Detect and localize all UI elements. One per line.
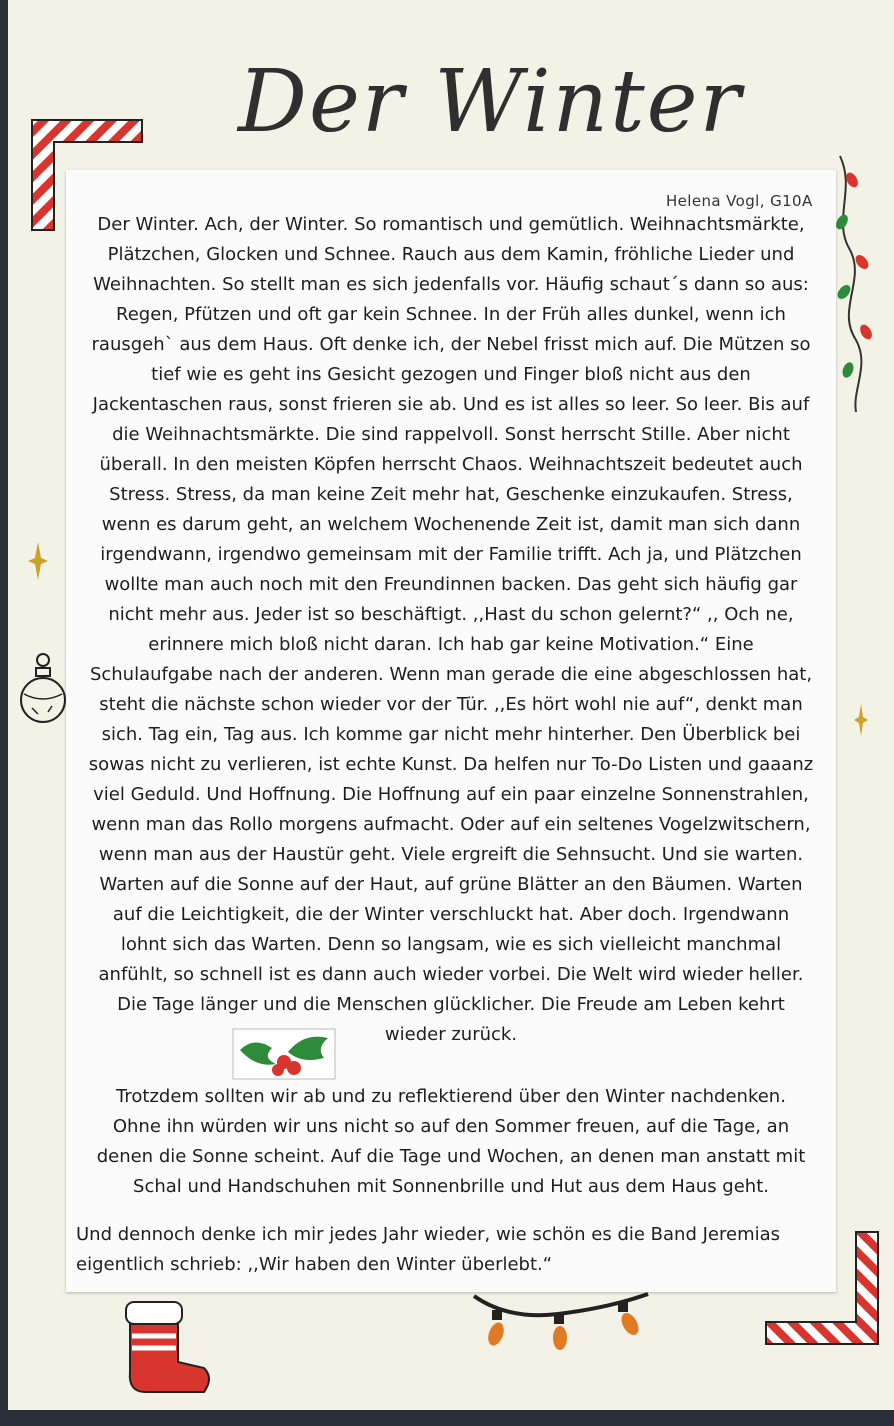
text-line: Und dennoch denke ich mir jedes Jahr wieder, wie schön es die Band Jeremias	[76, 1224, 781, 1245]
text-line: nicht mehr aus. Jeder ist so beschäftigt. ,,Hast du schon gelernt?“ ,, Och ne,	[108, 604, 794, 625]
holly-icon	[232, 1028, 336, 1080]
stocking-icon	[112, 1296, 218, 1402]
text-line: Regen, Pfützen und oft gar kein Schnee. In der Früh alles dunkel, wenn ich	[116, 304, 786, 325]
sparkle-icon	[26, 540, 50, 582]
paragraph-1	[66, 210, 836, 1050]
ornament-icon	[18, 648, 68, 738]
text-line: überall. In den meisten Köpfen herrscht Chaos. Weihnachtszeit bedeutet auch	[99, 454, 803, 475]
text-line: Weihnachten. So stellt man es sich jedenfalls vor. Häufig schaut´s dann so aus:	[93, 274, 809, 295]
light-string-icon	[468, 1288, 658, 1364]
text-line: wollte man auch noch mit den Freundinnen backen. Das geht sich häufig gar	[104, 574, 798, 595]
text-line: rausgeh` aus dem Haus. Oft denke ich, der Nebel frisst mich auf. Die Mützen so	[91, 334, 811, 355]
text-line: wieder zurück.	[384, 1024, 518, 1045]
text-line: Schulaufgabe nach der anderen. Wenn man gerade die eine abgeschlossen hat,	[89, 664, 813, 685]
text-line: Schal und Handschuhen mit Sonnenbrille und Hut aus dem Haus geht.	[133, 1176, 769, 1197]
text-line: Jackentaschen raus, sonst frieren sie ab. Und es ist alles so leer. So leer. Bis auf	[92, 394, 810, 415]
sparkle-icon	[852, 702, 870, 738]
text-line: Ohne ihn würden wir uns nicht so auf den Sommer freuen, auf die Tage, an	[112, 1116, 790, 1137]
text-line: sich. Tag ein, Tag aus. Ich komme gar nicht mehr hinterher. Den Überblick bei	[101, 724, 801, 745]
poster	[8, 0, 894, 1410]
text-line: sowas nicht zu verlieren, ist echte Kunst. Da helfen nur To-Do Listen und gaaanz	[88, 754, 814, 775]
text-line: Plätzchen, Glocken und Schnee. Rauch aus dem Kamin, fröhliche Lieder und	[107, 244, 795, 265]
text-line: anfühlt, so schnell ist es dann auch wieder vorbei. Die Welt wird wieder heller.	[98, 964, 804, 985]
page-title: Der Winter	[238, 52, 743, 152]
light-string-icon	[826, 150, 894, 420]
text-line: Der Winter. Ach, der Winter. So romantisch und gemütlich. Weihnachtsmärkte,	[97, 214, 805, 235]
text-line: tief wie es geht ins Gesicht gezogen und Finger bloß nicht aus den	[151, 364, 751, 385]
text-line: wenn man aus der Haustür geht. Viele ergreift die Sehnsucht. Und sie warten.	[98, 844, 804, 865]
text-line: erinnere mich bloß nicht daran. Ich hab gar keine Motivation.“ Eine	[148, 634, 754, 655]
text-line: Stress. Stress, da man keine Zeit mehr hat, Geschenke einzukaufen. Stress,	[109, 484, 793, 505]
paragraph-3	[76, 1220, 836, 1280]
text-line: Die Tage länger und die Menschen glücklicher. Die Freude am Leben kehrt	[117, 994, 785, 1015]
text-line: steht die nächste schon wieder vor der Tür. ,,Es hört wohl nie auf“, denkt man	[99, 694, 803, 715]
author-label: Helena Vogl, G10A	[666, 192, 813, 210]
paragraph-2	[66, 1082, 836, 1202]
text-line: viel Geduld. Und Hoffnung. Die Hoffnung auf ein paar einzelne Sonnenstrahlen,	[93, 784, 809, 805]
text-sheet	[66, 170, 836, 1292]
text-line: irgendwann, irgendwo gemeinsam mit der Familie trifft. Ach ja, und Plätzchen	[100, 544, 802, 565]
text-line: Trotzdem sollten wir ab und zu reflektierend über den Winter nachdenken.	[116, 1086, 786, 1107]
text-line: wenn man das Rollo morgens aufmacht. Oder auf ein seltenes Vogelzwitschern,	[91, 814, 811, 835]
text-line: Warten auf die Sonne auf der Haut, auf grüne Blätter an den Bäumen. Warten	[99, 874, 803, 895]
text-line: denen die Sonne scheint. Auf die Tage und Wochen, an denen man anstatt mit	[96, 1146, 806, 1167]
text-line: lohnt sich das Warten. Denn so langsam, wie es sich vielleicht manchmal	[120, 934, 782, 955]
text-line: auf die Leichtigkeit, die der Winter verschluckt hat. Aber doch. Irgendwann	[112, 904, 790, 925]
text-line: wenn es darum geht, an welchem Wochenende Zeit ist, damit man sich dann	[101, 514, 801, 535]
text-line: die Weihnachtsmärkte. Die sind rappelvoll. Sonst herrscht Stille. Aber nicht	[112, 424, 790, 445]
text-line: eigentlich schrieb: ,,Wir haben den Winter überlebt.“	[76, 1254, 553, 1275]
